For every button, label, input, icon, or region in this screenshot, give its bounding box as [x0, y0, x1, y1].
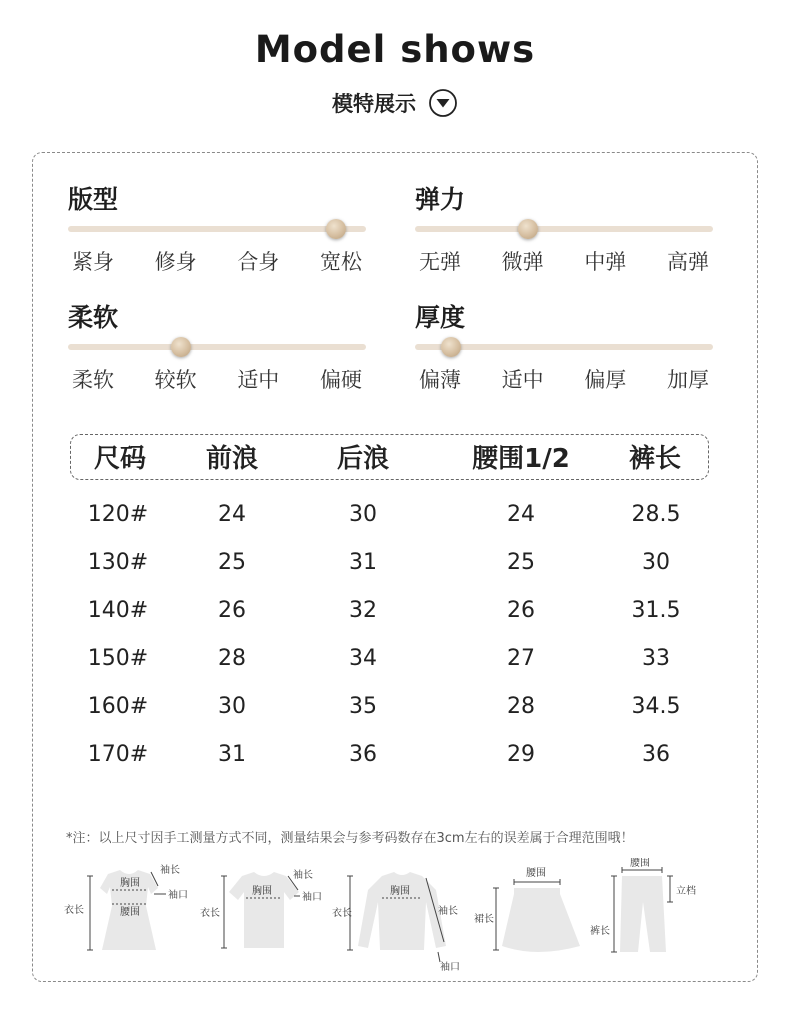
attr-fit-track — [68, 226, 366, 232]
table-row — [0, 502, 790, 532]
cell-half-waist: 26 — [507, 598, 535, 623]
attr-elasticity — [415, 180, 713, 276]
cell-pants-length: 34.5 — [631, 694, 681, 719]
tshirt-length-label: 衣长 — [200, 908, 220, 919]
attr-elasticity-track — [415, 226, 713, 232]
attr-option: 适中 — [501, 368, 544, 392]
table-row — [0, 742, 790, 772]
header-back-rise: 后浪 — [336, 444, 390, 474]
attr-option: 柔软 — [72, 368, 114, 392]
attr-option: 偏厚 — [584, 368, 627, 392]
tshirt-diagram — [200, 862, 330, 962]
cell-pants-length: 33 — [642, 646, 670, 671]
dress-sleeve-label: 袖长 — [160, 865, 180, 876]
measurement-note: *注：以上尺寸因手工测量方式不同，测量结果会与参考码数存在3cm左右的误差属于合理范围哦！ — [66, 831, 634, 846]
chevron-down-circle-icon — [428, 88, 458, 118]
attr-elasticity-label: 弹力 — [415, 185, 466, 214]
header-size: 尺码 — [93, 444, 147, 474]
cell-half-waist: 25 — [507, 550, 535, 575]
attr-softness-track — [68, 344, 366, 350]
attr-option: 宽松 — [319, 250, 362, 274]
attr-option: 偏硬 — [319, 368, 362, 392]
dress-cuff-label: 袖口 — [168, 890, 188, 901]
attr-softness-label: 柔软 — [68, 303, 119, 332]
size-table-header — [70, 434, 709, 480]
cell-size: 150# — [87, 646, 149, 671]
cell-front-rise: 28 — [218, 646, 246, 671]
cell-back-rise: 31 — [349, 550, 377, 575]
table-row — [0, 550, 790, 580]
cell-front-rise: 25 — [218, 550, 246, 575]
cell-half-waist: 29 — [507, 742, 535, 767]
attr-elasticity-knob — [518, 219, 538, 239]
tshirt-chest-label: 胸围 — [252, 886, 272, 897]
page-title: Model shows — [254, 28, 536, 71]
pants-waist-label: 腰围 — [630, 858, 650, 869]
attr-softness — [68, 298, 366, 394]
cell-size: 170# — [87, 742, 149, 767]
header-pants-length: 裤长 — [628, 444, 682, 474]
sweater-length-label: 衣长 — [332, 908, 352, 919]
cell-back-rise: 32 — [349, 598, 377, 623]
attr-thickness — [415, 298, 713, 394]
sweater-cuff-label: 袖口 — [440, 962, 460, 973]
cell-front-rise: 31 — [218, 742, 246, 767]
attr-thickness-knob — [441, 337, 461, 357]
cell-front-rise: 30 — [218, 694, 246, 719]
attr-option: 紧身 — [72, 250, 114, 274]
cell-half-waist: 27 — [507, 646, 535, 671]
table-row — [0, 646, 790, 676]
attr-fit — [68, 180, 366, 276]
cell-size: 140# — [87, 598, 149, 623]
sweater-sleeve-label: 袖长 — [438, 906, 458, 917]
cell-half-waist: 24 — [507, 502, 535, 527]
subtitle-row — [0, 88, 790, 118]
dress-diagram — [62, 858, 194, 962]
attr-option: 加厚 — [666, 368, 709, 392]
cell-back-rise: 34 — [349, 646, 377, 671]
cell-half-waist: 28 — [507, 694, 535, 719]
attr-thickness-track — [415, 344, 713, 350]
cell-front-rise: 24 — [218, 502, 246, 527]
sweater-chest-label: 胸围 — [390, 886, 410, 897]
cell-size: 120# — [87, 502, 149, 527]
cell-back-rise: 30 — [349, 502, 377, 527]
attr-thickness-label: 厚度 — [415, 303, 466, 332]
tshirt-sleeve-label: 袖长 — [293, 870, 313, 881]
cell-size: 160# — [87, 694, 149, 719]
dress-waist-label: 腰围 — [120, 907, 140, 918]
cell-pants-length: 30 — [642, 550, 670, 575]
cell-back-rise: 35 — [349, 694, 377, 719]
header-front-rise: 前浪 — [205, 444, 259, 474]
attr-option: 中弹 — [584, 250, 627, 274]
header-half-waist: 腰围1/2 — [472, 444, 570, 474]
subtitle-text: 模特展示 — [332, 92, 416, 116]
skirt-length-label: 裙长 — [474, 914, 494, 925]
attr-fit-knob — [326, 219, 346, 239]
pants-diagram — [590, 858, 708, 962]
sweater-diagram — [330, 862, 470, 974]
skirt-waist-label: 腰围 — [526, 868, 546, 879]
cell-back-rise: 36 — [349, 742, 377, 767]
attr-fit-label: 版型 — [68, 185, 119, 214]
attr-option: 修身 — [154, 250, 197, 274]
cell-pants-length: 36 — [642, 742, 670, 767]
attr-option: 较软 — [154, 368, 197, 392]
cell-pants-length: 28.5 — [631, 502, 681, 527]
table-row — [0, 598, 790, 628]
cell-size: 130# — [87, 550, 149, 575]
attr-option: 无弹 — [419, 250, 461, 274]
cell-pants-length: 31.5 — [631, 598, 681, 623]
pants-length-label: 裤长 — [590, 926, 610, 937]
dress-chest-label: 胸围 — [120, 878, 140, 889]
attr-option: 合身 — [237, 250, 280, 274]
attr-option: 高弹 — [666, 250, 709, 274]
attr-option: 微弹 — [501, 250, 544, 274]
attr-option: 偏薄 — [419, 368, 461, 392]
table-row — [0, 694, 790, 724]
attr-softness-knob — [171, 337, 191, 357]
skirt-diagram — [472, 862, 590, 962]
attr-option: 适中 — [237, 368, 280, 392]
pants-rise-label: 立档 — [676, 886, 696, 897]
dress-length-label: 衣长 — [64, 905, 84, 916]
cell-front-rise: 26 — [218, 598, 246, 623]
tshirt-cuff-label: 袖口 — [302, 892, 322, 903]
